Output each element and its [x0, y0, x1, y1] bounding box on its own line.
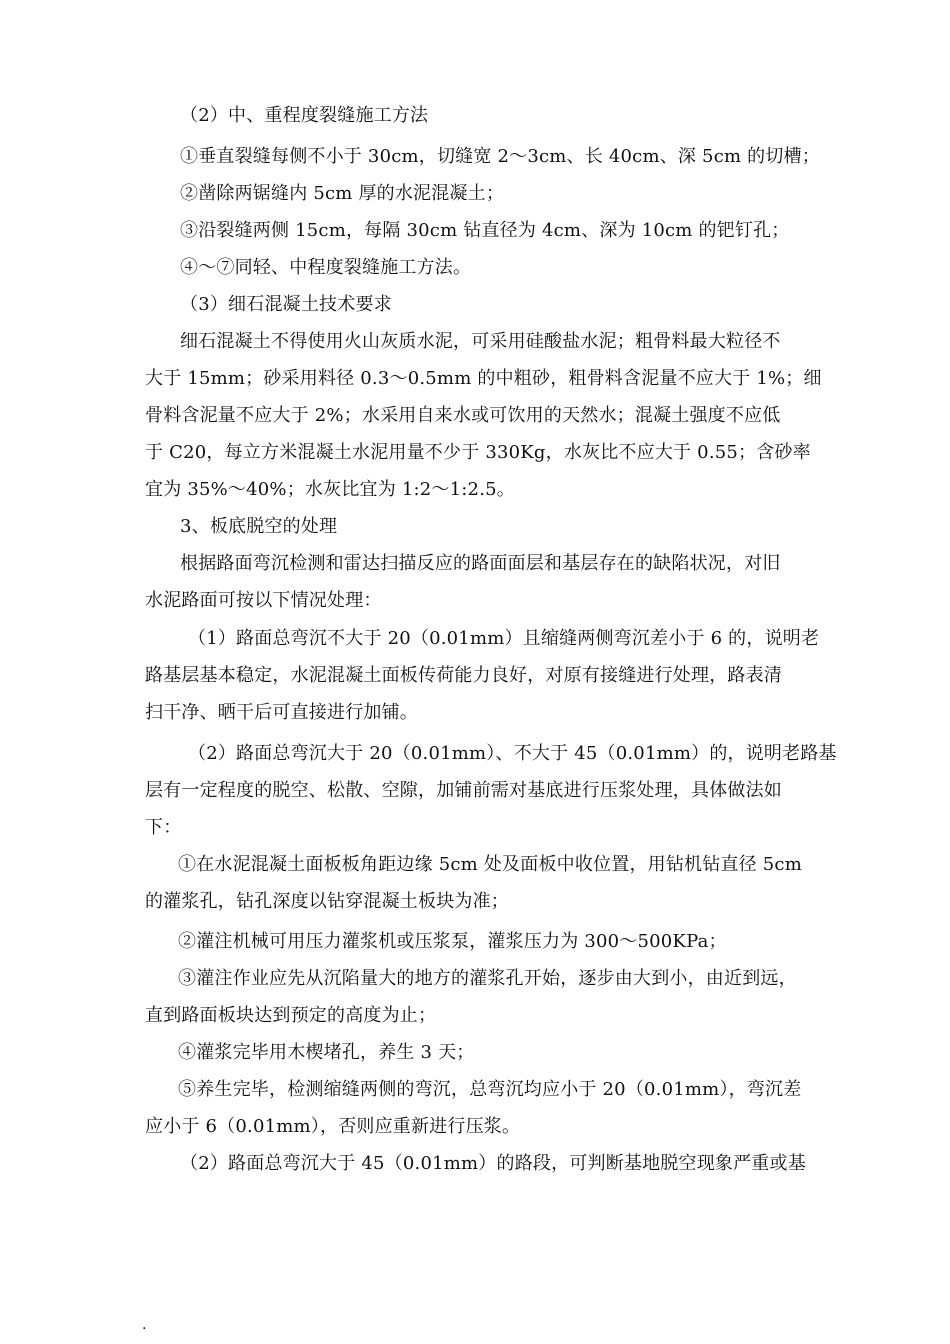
paragraph-line: 下：	[145, 817, 182, 838]
paragraph-line: （2）路面总弯沉大于 45（0.01mm）的路段，可判断基地脱空现象严重或基	[180, 1153, 806, 1174]
paragraph-line: 层有一定程度的脱空、松散、空隙，加铺前需对基底进行压浆处理，具体做法如	[145, 780, 782, 801]
paragraph-line: （1）路面总弯沉不大于 20（0.01mm）且缩缝两侧弯沉差小于 6 的，说明老	[188, 628, 820, 649]
paragraph-line: ⑤养生完毕，检测缩缝两侧的弯沉，总弯沉均应小于 20（0.01mm），弯沉差	[178, 1079, 802, 1100]
paragraph-line: 细石混凝土不得使用火山灰质水泥，可采用硅酸盐水泥；粗骨料最大粒径不	[180, 331, 781, 352]
paragraph-line: ④～⑦同轻、中程度裂缝施工方法。	[180, 257, 472, 278]
paragraph-line: ①在水泥混凝土面板板角距边缘 5cm 处及面板中收位置，用钻机钻直径 5cm	[178, 854, 802, 875]
paragraph-line: ④灌浆完毕用木楔堵孔，养生 3 天；	[178, 1042, 475, 1063]
subheading-fine-stone-concrete: （3）细石混凝土技术要求	[180, 294, 392, 315]
paragraph-line: （2）路面总弯沉大于 20（0.01mm）、不大于 45（0.01mm）的，说明老路基	[188, 743, 837, 764]
paragraph-line: 直到路面板块达到预定的高度为止；	[145, 1005, 437, 1026]
paragraph-line: ③灌注作业应先从沉陷量大的地方的灌浆孔开始，逐步由大到小，由近到远，	[178, 968, 797, 989]
paragraph-line: ③沿裂缝两侧 15cm，每隔 30cm 钻直径为 4cm、深为 10cm 的钯钉孔；	[180, 220, 790, 241]
paragraph-line: 根据路面弯沉检测和雷达扫描反应的路面面层和基层存在的缺陷状况，对旧	[180, 553, 781, 574]
paragraph-line: 大于 15mm；砂采用料径 0.3～0.5mm 的中粗砂，粗骨料含泥量不应大于 1%；细	[145, 368, 822, 389]
paragraph-line: 宜为 35%～40%；水灰比宜为 1:2～1:2.5。	[145, 479, 515, 500]
paragraph-line: ①垂直裂缝每侧不小于 30cm，切缝宽 2～3cm、长 40cm、深 5cm 的切槽；	[180, 146, 820, 167]
footer-mark: .	[142, 1317, 147, 1333]
paragraph-line: 于 C20，每立方米混凝土水泥用量不少于 330Kg，水灰比不应大于 0.55；含砂率	[145, 442, 811, 463]
paragraph-line: 水泥路面可按以下情况处理：	[145, 590, 382, 611]
paragraph-line: 应小于 6（0.01mm），否则应重新进行压浆。	[145, 1116, 521, 1137]
subheading-medium-severe-crack-method: （2）中、重程度裂缝施工方法	[180, 105, 429, 126]
paragraph-line: ②灌注机械可用压力灌浆机或压浆泵，灌浆压力为 300～500KPa；	[178, 931, 727, 952]
paragraph-line: ②凿除两锯缝内 5cm 厚的水泥混凝土；	[180, 183, 505, 204]
paragraph-line: 路基层基本稳定，水泥混凝土面板传荷能力良好，对原有接缝进行处理，路表清	[145, 665, 782, 686]
section-heading-slab-void: 3、板底脱空的处理	[180, 516, 338, 537]
paragraph-line: 骨料含泥量不应大于 2%；水采用自来水或可饮用的天然水；混凝土强度不应低	[145, 405, 781, 426]
paragraph-line: 扫干净、晒干后可直接进行加铺。	[145, 702, 418, 723]
paragraph-line: 的灌浆孔，钻孔深度以钻穿混凝土板块为准；	[145, 891, 509, 912]
